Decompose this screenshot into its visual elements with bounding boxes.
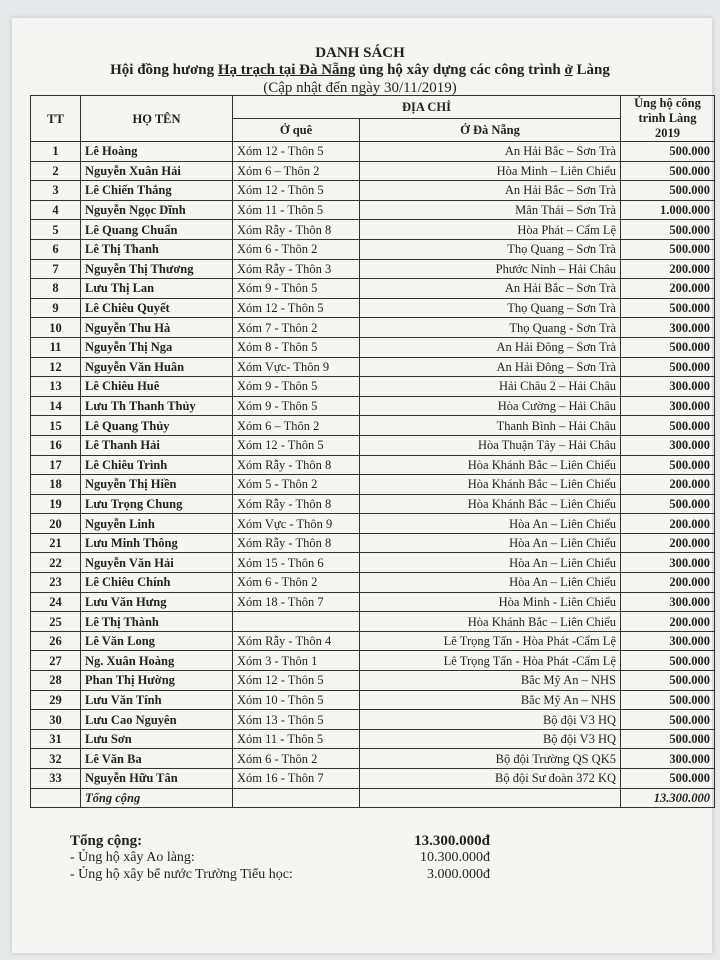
cell-name: Lê Thị Thanh <box>81 239 233 259</box>
cell-amount: 200.000 <box>621 279 715 299</box>
cell-name: Lê Chiêu Chính <box>81 573 233 593</box>
cell-tt: 16 <box>31 435 81 455</box>
cell-name: Nguyễn Thu Hà <box>81 318 233 338</box>
cell-amount: 500.000 <box>621 769 715 789</box>
cell-name: Lê Chiêu Quyết <box>81 298 233 318</box>
cell-tt: 29 <box>31 690 81 710</box>
cell-tt: 12 <box>31 357 81 377</box>
cell-danang: An Hải Bắc – Sơn Trà <box>360 181 621 201</box>
cell-tt: 32 <box>31 749 81 769</box>
cell-amount: 500.000 <box>621 651 715 671</box>
cell-amount: 1.000.000 <box>621 200 715 220</box>
cell-danang: Hòa Khánh Bắc – Liên Chiểu <box>360 475 621 495</box>
cell-name: Lê Văn Long <box>81 631 233 651</box>
header-name: HỌ TÊN <box>81 96 233 142</box>
cell-danang: Lê Trọng Tấn - Hòa Phát -Cẩm Lệ <box>360 651 621 671</box>
cell-home: Xóm 6 – Thôn 2 <box>233 161 360 181</box>
total-value: 13.300.000 <box>621 788 715 808</box>
cell-home: Xóm Vực - Thôn 9 <box>233 514 360 534</box>
cell-tt: 10 <box>31 318 81 338</box>
cell-tt: 28 <box>31 671 81 691</box>
cell-home: Xóm 18 - Thôn 7 <box>233 592 360 612</box>
cell-amount: 300.000 <box>621 396 715 416</box>
cell-home: Xóm 3 - Thôn 1 <box>233 651 360 671</box>
table-row <box>31 181 715 201</box>
total-empty <box>360 788 621 808</box>
cell-home: Xóm Rẫy - Thôn 4 <box>233 631 360 651</box>
table-row <box>31 279 715 299</box>
cell-amount: 500.000 <box>621 298 715 318</box>
cell-danang: Hòa An – Liên Chiểu <box>360 533 621 553</box>
cell-amount: 200.000 <box>621 514 715 534</box>
cell-tt: 3 <box>31 181 81 201</box>
cell-danang: Mân Thái – Sơn Trà <box>360 200 621 220</box>
table-body <box>31 142 715 789</box>
cell-danang: Hòa An – Liên Chiểu <box>360 573 621 593</box>
cell-tt: 22 <box>31 553 81 573</box>
table-row <box>31 651 715 671</box>
cell-tt: 9 <box>31 298 81 318</box>
subtitle-post: Làng <box>572 62 610 78</box>
cell-amount: 200.000 <box>621 612 715 632</box>
subtitle-pre: Hội đồng hương <box>110 62 218 78</box>
summary-label: Tổng cộng: <box>70 833 143 849</box>
cell-home: Xóm 6 - Thôn 2 <box>233 749 360 769</box>
cell-home: Xóm 6 - Thôn 2 <box>233 573 360 593</box>
cell-amount: 500.000 <box>621 690 715 710</box>
summary-value: 13.300.000đ <box>414 833 490 849</box>
table-row <box>31 142 715 162</box>
cell-home: Xóm Rẫy - Thôn 8 <box>233 533 360 553</box>
cell-home: Xóm Rẫy - Thôn 8 <box>233 220 360 240</box>
cell-tt: 1 <box>31 142 81 162</box>
cell-tt: 13 <box>31 377 81 397</box>
cell-name: Nguyễn Văn Hải <box>81 553 233 573</box>
table-row <box>31 396 715 416</box>
cell-danang: Bộ đội V3 HQ <box>360 729 621 749</box>
cell-name: Lê Chiến Thắng <box>81 181 233 201</box>
cell-name: Nguyễn Thị Thương <box>81 259 233 279</box>
cell-tt: 17 <box>31 455 81 475</box>
cell-danang: Hòa Phát – Cẩm Lệ <box>360 220 621 240</box>
cell-name: Lê Chiêu Trình <box>81 455 233 475</box>
cell-danang: Bắc Mỹ An – NHS <box>360 671 621 691</box>
cell-tt: 26 <box>31 631 81 651</box>
cell-home: Xóm 12 - Thôn 5 <box>233 298 360 318</box>
cell-name: Nguyễn Hữu Tân <box>81 769 233 789</box>
cell-home: Xóm 16 - Thôn 7 <box>233 769 360 789</box>
cell-amount: 200.000 <box>621 475 715 495</box>
table-row <box>31 631 715 651</box>
table-row <box>31 455 715 475</box>
table-row <box>31 200 715 220</box>
cell-amount: 500.000 <box>621 729 715 749</box>
cell-name: Lê Thanh Hải <box>81 435 233 455</box>
cell-home: Xóm Rẫy - Thôn 8 <box>233 455 360 475</box>
cell-home: Xóm 9 - Thôn 5 <box>233 377 360 397</box>
subtitle-mid: ủng hộ xây dựng các công trình <box>355 62 565 78</box>
cell-amount: 500.000 <box>621 239 715 259</box>
subtitle-underline-2: ở <box>564 62 573 78</box>
cell-danang: Phước Ninh – Hải Châu <box>360 259 621 279</box>
cell-tt: 19 <box>31 494 81 514</box>
cell-name: Lê Hoàng <box>81 142 233 162</box>
summary-label: - Ủng hộ xây Ao làng: <box>70 850 195 865</box>
cell-home: Xóm 9 - Thôn 5 <box>233 396 360 416</box>
cell-name: Nguyễn Xuân Hải <box>81 161 233 181</box>
cell-danang: Thọ Quang - Sơn Trà <box>360 318 621 338</box>
table-row <box>31 710 715 730</box>
cell-home: Xóm 12 - Thôn 5 <box>233 181 360 201</box>
cell-tt: 7 <box>31 259 81 279</box>
cell-tt: 2 <box>31 161 81 181</box>
cell-amount: 300.000 <box>621 318 715 338</box>
cell-danang: An Hải Đông – Sơn Trà <box>360 357 621 377</box>
table-row <box>31 769 715 789</box>
cell-home: Xóm 7 - Thôn 2 <box>233 318 360 338</box>
cell-name: Nguyễn Thị Hiền <box>81 475 233 495</box>
cell-tt: 14 <box>31 396 81 416</box>
cell-home: Xóm 8 - Thôn 5 <box>233 337 360 357</box>
donor-table <box>30 95 715 808</box>
table-row <box>31 749 715 769</box>
cell-amount: 500.000 <box>621 416 715 436</box>
summary-value: 10.300.000đ <box>420 850 490 865</box>
cell-tt: 18 <box>31 475 81 495</box>
cell-danang: Hòa Cường – Hải Châu <box>360 396 621 416</box>
cell-danang: Bộ đội Trường QS QK5 <box>360 749 621 769</box>
table-row <box>31 671 715 691</box>
cell-tt: 5 <box>31 220 81 240</box>
table-row <box>31 318 715 338</box>
cell-amount: 500.000 <box>621 181 715 201</box>
cell-danang: Thọ Quang – Sơn Trà <box>360 239 621 259</box>
cell-amount: 300.000 <box>621 377 715 397</box>
table-row <box>31 161 715 181</box>
cell-name: Lê Thị Thành <box>81 612 233 632</box>
summary-row <box>70 850 590 867</box>
cell-home: Xóm 12 - Thôn 5 <box>233 671 360 691</box>
total-empty <box>233 788 360 808</box>
cell-danang: Hải Châu 2 – Hải Châu <box>360 377 621 397</box>
header-home: Ở quê <box>233 119 360 142</box>
table-row <box>31 259 715 279</box>
total-label: Tổng cộng <box>81 788 233 808</box>
cell-amount: 300.000 <box>621 592 715 612</box>
cell-name: Lê Quang Thủy <box>81 416 233 436</box>
cell-home: Xóm Vực- Thôn 9 <box>233 357 360 377</box>
cell-amount: 500.000 <box>621 142 715 162</box>
table-row <box>31 612 715 632</box>
table-row <box>31 475 715 495</box>
document-subtitle <box>0 62 720 79</box>
cell-name: Nguyễn Ngọc Dĩnh <box>81 200 233 220</box>
cell-amount: 500.000 <box>621 710 715 730</box>
table-row <box>31 377 715 397</box>
cell-tt: 27 <box>31 651 81 671</box>
cell-name: Phan Thị Hường <box>81 671 233 691</box>
table-row <box>31 337 715 357</box>
summary-label: - Ủng hộ xây bể nước Trường Tiểu học: <box>70 867 293 882</box>
cell-amount: 500.000 <box>621 220 715 240</box>
cell-tt: 31 <box>31 729 81 749</box>
cell-name: Ng. Xuân Hoàng <box>81 651 233 671</box>
cell-name: Lê Văn Ba <box>81 749 233 769</box>
summary-value: 3.000.000đ <box>427 867 490 882</box>
cell-amount: 300.000 <box>621 749 715 769</box>
header-danang: Ở Đà Nẵng <box>360 119 621 142</box>
cell-home <box>233 612 360 632</box>
cell-name: Nguyễn Thị Nga <box>81 337 233 357</box>
total-row <box>31 788 715 808</box>
table-row <box>31 435 715 455</box>
table-row <box>31 533 715 553</box>
cell-name: Lưu Sơn <box>81 729 233 749</box>
table-row <box>31 690 715 710</box>
cell-danang: Bộ đội Sư đoàn 372 KQ <box>360 769 621 789</box>
subtitle-underline: Hạ trạch tại Đà Nẵng <box>217 62 356 78</box>
cell-danang: Hòa Minh – Liên Chiểu <box>360 161 621 181</box>
cell-home: Xóm 5 - Thôn 2 <box>233 475 360 495</box>
cell-tt: 33 <box>31 769 81 789</box>
cell-name: Lê Quang Chuẩn <box>81 220 233 240</box>
cell-home: Xóm 11 - Thôn 5 <box>233 200 360 220</box>
cell-tt: 15 <box>31 416 81 436</box>
cell-amount: 500.000 <box>621 337 715 357</box>
table-row <box>31 357 715 377</box>
cell-amount: 500.000 <box>621 161 715 181</box>
cell-home: Xóm 6 - Thôn 2 <box>233 239 360 259</box>
table-row <box>31 553 715 573</box>
cell-tt: 8 <box>31 279 81 299</box>
cell-name: Nguyễn Linh <box>81 514 233 534</box>
cell-name: Lưu Minh Thông <box>81 533 233 553</box>
cell-tt: 21 <box>31 533 81 553</box>
cell-amount: 300.000 <box>621 631 715 651</box>
cell-amount: 500.000 <box>621 671 715 691</box>
total-empty <box>31 788 81 808</box>
cell-name: Lưu Văn Hưng <box>81 592 233 612</box>
cell-home: Xóm 12 - Thôn 5 <box>233 142 360 162</box>
cell-danang: Hòa Khánh Bắc – Liên Chiểu <box>360 612 621 632</box>
cell-danang: Hòa An – Liên Chiểu <box>360 553 621 573</box>
cell-tt: 25 <box>31 612 81 632</box>
cell-danang: Bắc Mỹ An – NHS <box>360 690 621 710</box>
cell-amount: 500.000 <box>621 455 715 475</box>
table-row <box>31 239 715 259</box>
update-date: (Cập nhật đến ngày 30/11/2019) <box>263 80 457 96</box>
cell-tt: 23 <box>31 573 81 593</box>
cell-tt: 11 <box>31 337 81 357</box>
cell-danang: Hòa An – Liên Chiểu <box>360 514 621 534</box>
cell-danang: Hòa Khánh Bắc – Liên Chiểu <box>360 494 621 514</box>
cell-amount: 200.000 <box>621 259 715 279</box>
cell-danang: Bộ đội V3 HQ <box>360 710 621 730</box>
cell-home: Xóm 15 - Thôn 6 <box>233 553 360 573</box>
header-address: ĐỊA CHỈ <box>233 96 621 119</box>
cell-tt: 24 <box>31 592 81 612</box>
cell-name: Lưu Thị Lan <box>81 279 233 299</box>
cell-name: Lưu Văn Tính <box>81 690 233 710</box>
cell-tt: 6 <box>31 239 81 259</box>
cell-amount: 200.000 <box>621 533 715 553</box>
document-title: DANH SÁCH <box>315 45 405 61</box>
cell-danang: Hòa Khánh Bắc – Liên Chiểu <box>360 455 621 475</box>
cell-tt: 4 <box>31 200 81 220</box>
cell-amount: 300.000 <box>621 553 715 573</box>
cell-home: Xóm 9 - Thôn 5 <box>233 279 360 299</box>
header-tt: TT <box>31 96 81 142</box>
cell-name: Lưu Trọng Chung <box>81 494 233 514</box>
cell-amount: 200.000 <box>621 573 715 593</box>
cell-home: Xóm 10 - Thôn 5 <box>233 690 360 710</box>
cell-danang: An Hải Bắc – Sơn Trà <box>360 279 621 299</box>
cell-amount: 500.000 <box>621 357 715 377</box>
cell-name: Nguyễn Văn Huân <box>81 357 233 377</box>
table-row <box>31 729 715 749</box>
table-row <box>31 573 715 593</box>
cell-tt: 30 <box>31 710 81 730</box>
cell-danang: Hòa Minh - Liên Chiểu <box>360 592 621 612</box>
cell-name: Lê Chiêu Huê <box>81 377 233 397</box>
cell-danang: Lê Trọng Tấn - Hòa Phát -Cẩm Lệ <box>360 631 621 651</box>
cell-home: Xóm 13 - Thôn 5 <box>233 710 360 730</box>
cell-tt: 20 <box>31 514 81 534</box>
summary-row <box>70 867 590 884</box>
table-row <box>31 220 715 240</box>
cell-home: Xóm 11 - Thôn 5 <box>233 729 360 749</box>
cell-danang: Hòa Thuận Tây – Hải Châu <box>360 435 621 455</box>
cell-home: Xóm 6 – Thôn 2 <box>233 416 360 436</box>
cell-danang: An Hải Đông – Sơn Trà <box>360 337 621 357</box>
summary-row <box>70 833 590 850</box>
cell-home: Xóm 12 - Thôn 5 <box>233 435 360 455</box>
summary <box>70 833 590 884</box>
cell-name: Lưu Th Thanh Thủy <box>81 396 233 416</box>
table-row <box>31 514 715 534</box>
cell-home: Xóm Rẫy - Thôn 8 <box>233 494 360 514</box>
cell-name: Lưu Cao Nguyên <box>81 710 233 730</box>
cell-amount: 300.000 <box>621 435 715 455</box>
table-row <box>31 298 715 318</box>
header-amount: Ủng hộ công trình Làng 2019 <box>621 96 715 142</box>
table-row <box>31 494 715 514</box>
table-row <box>31 416 715 436</box>
cell-danang: Thọ Quang – Sơn Trà <box>360 298 621 318</box>
cell-danang: Thanh Bình – Hải Châu <box>360 416 621 436</box>
table-row <box>31 592 715 612</box>
cell-home: Xóm Rẫy - Thôn 3 <box>233 259 360 279</box>
cell-danang: An Hải Bắc – Sơn Trà <box>360 142 621 162</box>
cell-amount: 500.000 <box>621 494 715 514</box>
